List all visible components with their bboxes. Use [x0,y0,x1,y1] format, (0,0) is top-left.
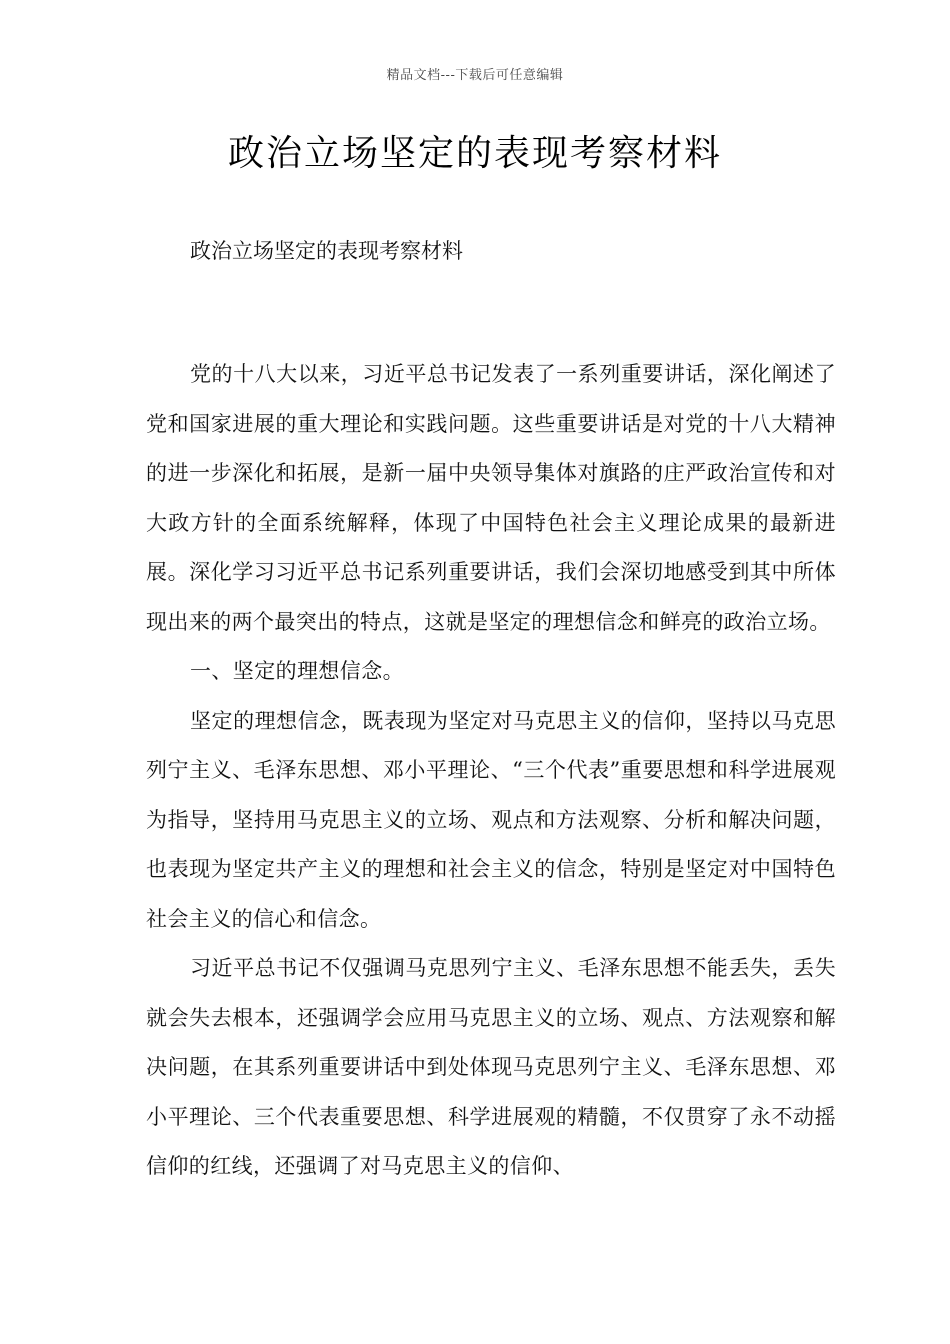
document-subtitle: 政治立场坚定的表现考察材料 [190,239,463,263]
paragraph-intro: 党的十八大以来，习近平总书记发表了一系列重要讲话，深化阐述了党和国家进展的重大理论和实践问题。这些重要讲话是对党的十八大精神的进一步深化和拓展，是新一届中央领导集体对旗路的庄严政治宣传和对大政方针的全面系统解释，体现了中国特色社会主义理论成果的最新进展。深化学习习近平总书记系列重要讲话，我们会深切地感受到其中所体现出来的两个最突出的特点，这就是坚定的理想信念和鲜亮的政治立场。 [146,362,836,634]
document-title: 政治立场坚定的表现考察材料 [227,133,722,174]
paragraph-marxism: 习近平总书记不仅强调马克思列宁主义、毛泽东思想不能丢失，丢失就会失去根本，还强调学会应用马克思主义的立场、观点、方法观察和解决问题，在其系列重要讲话中到处体现马克思列宁主义、毛泽东思想、邓小平理论、三个代表重要思想、科学进展观的精髓，不仅贯穿了永不动摇信仰的红线，还强调了对马克思主义的信仰、 [146,956,836,1178]
header-note: 精品文档---下载后可任意编辑 [386,68,564,83]
document-body [146,226,836,1192]
section-heading-1: 一、坚定的理想信念。 [190,659,404,683]
paragraph-ideals: 坚定的理想信念，既表现为坚定对马克思主义的信仰，坚持以马克思列宁主义、毛泽东思想、邓小平理论、“三个代表”重要思想和科学进展观为指导，坚持用马克思主义的立场、观点和方法观察、分析和解决问题，也表现为坚定共产主义的理想和社会主义的信念，特别是坚定对中国特色社会主义的信心和信念。 [146,708,836,931]
spacer [146,276,836,350]
